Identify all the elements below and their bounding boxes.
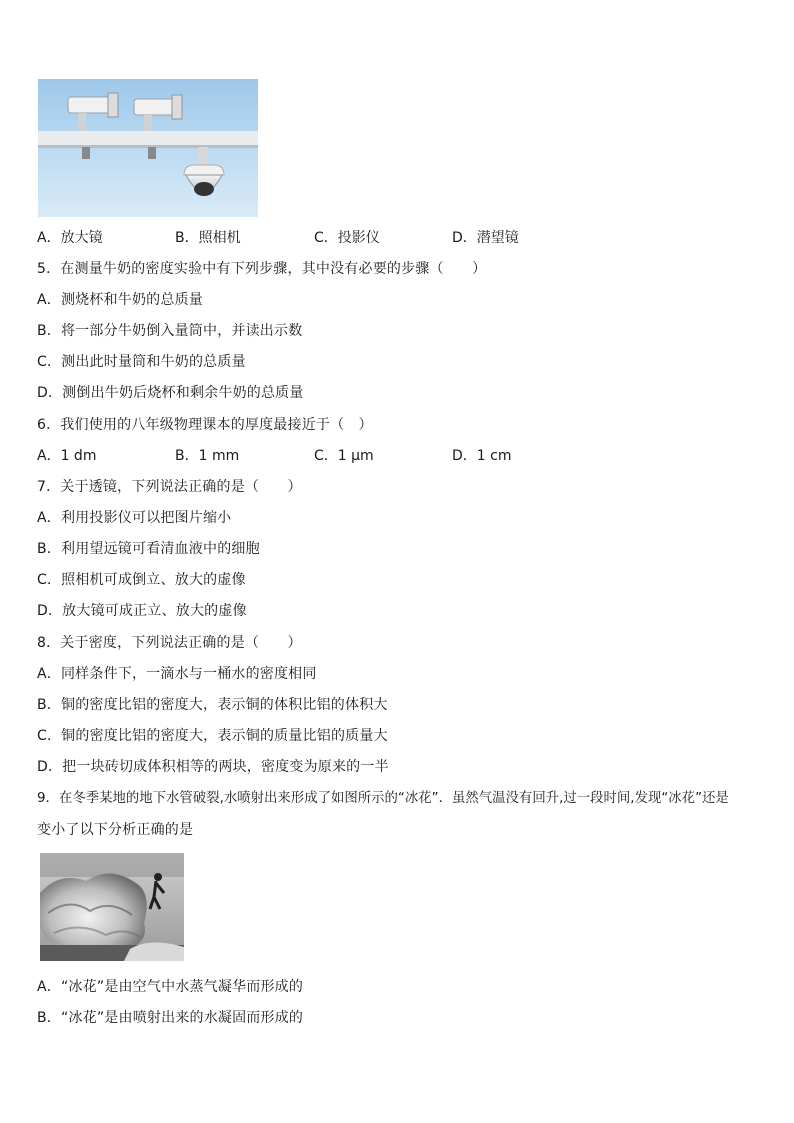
q5-stem: 5．在测量牛奶的密度实验中有下列步骤，其中没有必要的步骤（ ） [37,261,487,277]
q9-stem-line1: 9．在冬季某地的地下水管破裂,水喷射出来形成了如图所示的“冰花”．虽然气温没有回升,过一段时间,发现“冰花”还是 [37,791,729,806]
q8-option-d: D．把一块砖切成体积相等的两块，密度变为原来的一半 [37,759,389,775]
q5-option-d: D．测倒出牛奶后烧杯和剩余牛奶的总质量 [37,385,304,401]
q9-option-b: B．“冰花”是由喷射出来的水凝固而形成的 [37,1010,304,1026]
surveillance-camera-figure [38,79,258,217]
q8-option-b: B．铜的密度比铝的密度大，表示铜的体积比铝的体积大 [37,697,388,713]
q5-option-a: A．测烧杯和牛奶的总质量 [37,292,203,308]
q7-option-b: B．利用望远镜可看清血液中的细胞 [37,541,260,557]
q8-option-a: A．同样条件下，一滴水与一桶水的密度相同 [37,666,317,682]
q9-option-a: A．“冰花”是由空气中水蒸气凝华而形成的 [37,979,304,995]
q6-option-c: C．1 μm [314,448,374,464]
q4-option-a: A．放大镜 [37,230,103,246]
q4-option-d: D．潜望镜 [452,230,519,246]
q5-option-c: C．测出此时量筒和牛奶的总质量 [37,354,246,370]
q7-option-c: C．照相机可成倒立、放大的虚像 [37,572,246,588]
q7-option-a: A．利用投影仪可以把图片缩小 [37,510,232,526]
q4-option-b: B．照相机 [175,230,241,246]
q8-stem: 8．关于密度，下列说法正确的是（ ） [37,635,302,651]
q7-option-d: D．放大镜可成正立、放大的虚像 [37,603,247,619]
q9-stem-line2: 变小了以下分析正确的是 [37,822,194,838]
q6-option-a: A．1 dm [37,448,97,464]
q6-option-d: D．1 cm [452,448,512,464]
q6-option-b: B．1 mm [175,448,240,464]
ice-flower-figure [40,853,184,961]
q7-stem: 7．关于透镜，下列说法正确的是（ ） [37,479,302,495]
q4-option-c: C．投影仪 [314,230,380,246]
q5-option-b: B．将一部分牛奶倒入量筒中，并读出示数 [37,323,303,339]
q6-stem: 6．我们使用的八年级物理课本的厚度最接近于（ ） [37,417,373,433]
q8-option-c: C．铜的密度比铝的密度大，表示铜的质量比铝的质量大 [37,728,388,744]
